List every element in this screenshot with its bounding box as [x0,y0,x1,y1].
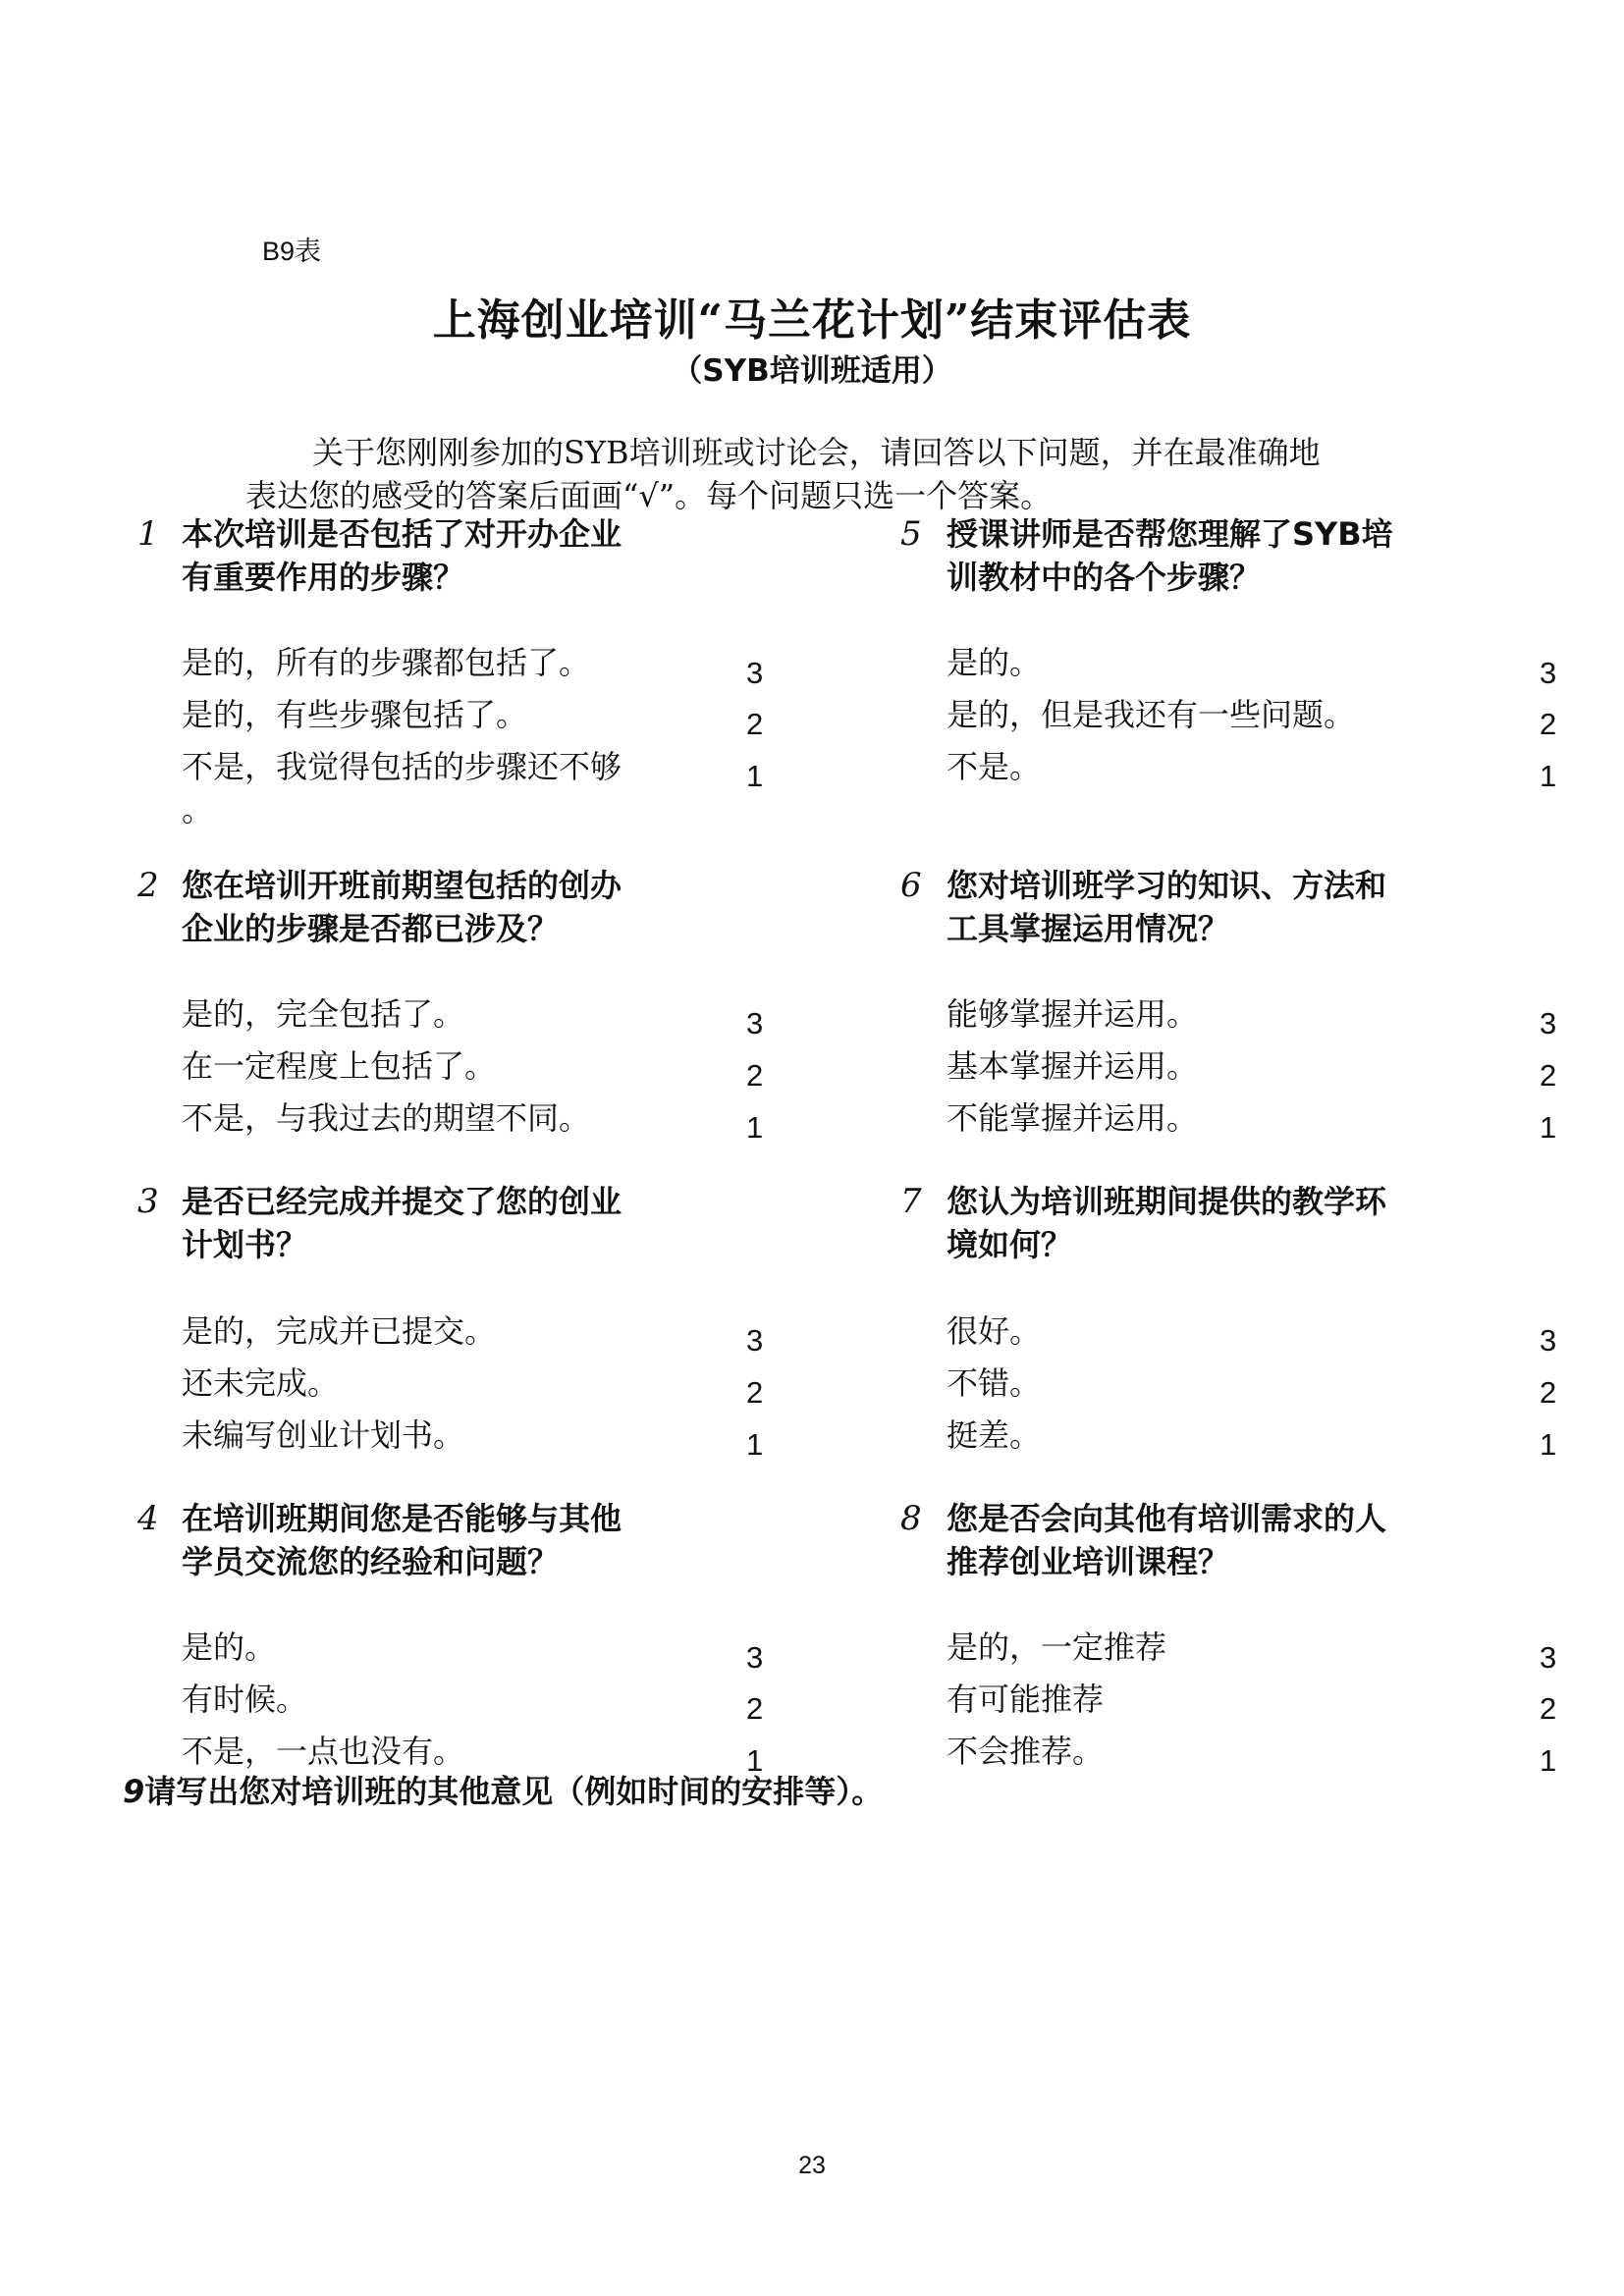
option-score[interactable]: 1 [1540,1110,1557,1145]
question-text [182,864,622,950]
question-9 [123,1767,883,1812]
option-text: 能够掌握并运用。 [947,995,1199,1033]
page-number: 23 [798,2152,826,2179]
option-text: 不是。 [947,748,1042,785]
option-text: 基本掌握并运用。 [947,1047,1199,1085]
question-line: 训教材中的各个步骤？ [947,559,1262,596]
option-score[interactable]: 3 [746,1006,764,1041]
option-score[interactable]: 2 [746,1691,764,1726]
option-score[interactable]: 3 [1540,1640,1557,1675]
question-number: 5 [900,514,922,554]
option-text: 挺差。 [947,1416,1042,1454]
question-line: 您是否会向其他有培训需求的人 [947,1500,1387,1537]
option-text: 未编写创业计划书。 [182,1416,465,1454]
option-score[interactable]: 3 [746,1323,764,1358]
intro-line-1: 关于您刚刚参加的SYB培训班或讨论会，请回答以下问题，并在最准确地 [312,434,1321,471]
option-wrap: 。 [182,791,214,828]
option-score[interactable]: 2 [746,1375,764,1410]
question-text [947,512,1393,599]
option-score[interactable]: 2 [1540,1375,1557,1410]
question-number: 3 [137,1182,159,1221]
option-text: 有可能推荐 [947,1681,1105,1718]
question-number: 2 [137,866,159,905]
question-number: 9 [123,1773,145,1810]
option-text: 是的。 [947,644,1042,681]
question-line: 是否已经完成并提交了您的创业 [182,1183,623,1220]
question-text [182,512,622,599]
question-line: 企业的步骤是否都已涉及？ [182,910,560,947]
page-title: 上海创业培训“马兰花计划”结束评估表 [432,295,1192,346]
option-text: 是的。 [182,1629,277,1666]
option-text: 是的，完成并已提交。 [182,1312,497,1350]
option-text: 不是，与我过去的期望不同。 [182,1099,591,1137]
question-line: 有重要作用的步骤？ [182,559,465,596]
option-score[interactable]: 3 [1540,1323,1557,1358]
question-line: 工具掌握运用情况？ [947,910,1230,947]
intro-line-2: 表达您的感受的答案后面画“√”。每个问题只选一个答案。 [245,477,1053,514]
question-line: 您对培训班学习的知识、方法和 [947,867,1387,904]
option-score[interactable]: 2 [746,1058,764,1093]
option-text: 不能掌握并运用。 [947,1099,1199,1137]
question-line: 本次培训是否包括了对开办企业 [182,515,623,553]
option-score[interactable]: 3 [1540,656,1557,690]
question-number: 1 [137,514,159,554]
page-subtitle: （SYB培训班适用） [672,353,952,389]
question-line: 学员交流您的经验和问题？ [182,1543,560,1580]
option-text: 是的，但是我还有一些问题。 [947,696,1356,733]
option-score[interactable]: 1 [1540,1743,1557,1778]
option-score[interactable]: 3 [746,656,764,690]
option-score[interactable]: 2 [1540,707,1557,741]
question-line: 境如何？ [947,1226,1073,1263]
option-text: 是的，有些步骤包括了。 [182,696,528,733]
option-score[interactable]: 2 [746,707,764,741]
option-score[interactable]: 1 [746,1427,764,1462]
question-number: 6 [900,866,922,905]
question-text: 请写出您对培训班的其他意见（例如时间的安排等）。 [144,1773,884,1810]
question-text [947,1497,1386,1583]
question-number: 4 [137,1499,159,1538]
option-text: 不会推荐。 [947,1733,1105,1770]
question-number: 7 [900,1182,922,1221]
option-score[interactable]: 1 [746,1743,764,1778]
option-text: 是的，完全包括了。 [182,995,465,1033]
question-line: 推荐创业培训课程？ [947,1543,1230,1580]
option-score[interactable]: 3 [746,1640,764,1675]
option-text: 是的，一定推荐 [947,1629,1167,1666]
option-text: 不是，我觉得包括的步骤还不够 [182,748,623,785]
question-text [947,864,1386,950]
option-score[interactable]: 1 [746,759,764,793]
question-line: 您在培训开班前期望包括的创办 [182,867,623,904]
question-line: 在培训班期间您是否能够与其他 [182,1500,623,1537]
question-number: 8 [900,1499,922,1538]
question-line: 授课讲师是否帮您理解了SYB培 [947,515,1393,553]
option-score[interactable]: 1 [746,1110,764,1145]
option-text: 不是，一点也没有。 [182,1733,465,1770]
question-text [182,1497,622,1583]
option-text: 在一定程度上包括了。 [182,1047,497,1085]
option-score[interactable]: 1 [1540,759,1557,793]
option-text: 是的，所有的步骤都包括了。 [182,644,591,681]
option-text: 不错。 [947,1364,1042,1402]
option-text: 很好。 [947,1312,1042,1350]
option-score[interactable]: 2 [1540,1058,1557,1093]
question-line: 计划书？ [182,1226,308,1263]
option-score[interactable]: 2 [1540,1691,1557,1726]
option-score[interactable]: 1 [1540,1427,1557,1462]
option-text: 有时候。 [182,1681,308,1718]
question-line: 您认为培训班期间提供的教学环 [947,1183,1387,1220]
option-score[interactable]: 3 [1540,1006,1557,1041]
form-code: B9表 [262,237,322,266]
option-text: 还未完成。 [182,1364,340,1402]
question-text [947,1180,1386,1266]
question-text [182,1180,622,1266]
